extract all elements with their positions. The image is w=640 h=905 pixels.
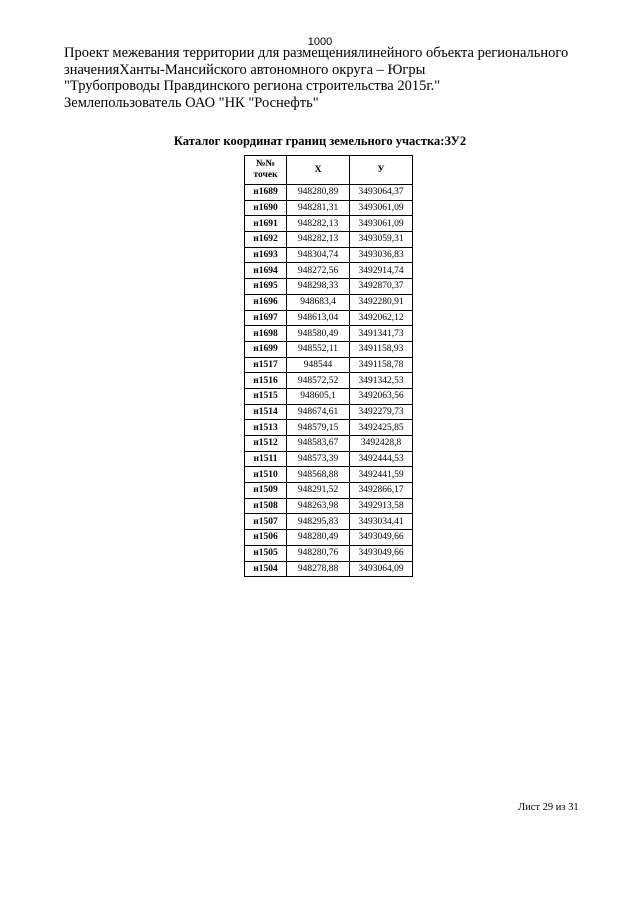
point-id-cell: н1695 (245, 279, 287, 295)
point-id-cell: н1699 (245, 341, 287, 357)
y-coordinate-cell: 3491341,73 (350, 326, 413, 342)
y-coordinate-cell: 3493061,09 (350, 216, 413, 232)
page-number: 1000 (307, 36, 333, 48)
table-row (245, 514, 413, 530)
x-coordinate-cell: 948280,49 (287, 530, 350, 546)
y-coordinate-cell: 3493064,09 (350, 561, 413, 577)
x-coordinate-cell: 948281,31 (287, 200, 350, 216)
table-row (245, 404, 413, 420)
point-id-cell: н1698 (245, 326, 287, 342)
y-coordinate-cell: 3493049,66 (350, 530, 413, 546)
x-coordinate-cell: 948544 (287, 357, 350, 373)
header-line-project: Проект межевания территории для размещениялинейного объекта регионального (64, 45, 569, 61)
point-id-cell: н1694 (245, 263, 287, 279)
x-coordinate-cell: 948278,88 (287, 561, 350, 577)
y-coordinate-cell: 3492063,56 (350, 388, 413, 404)
x-coordinate-cell: 948572,52 (287, 373, 350, 389)
x-coordinate-cell: 948580,49 (287, 326, 350, 342)
x-coordinate-cell: 948282,13 (287, 216, 350, 232)
x-coordinate-cell: 948605,1 (287, 388, 350, 404)
y-coordinate-cell: 3493034,41 (350, 514, 413, 530)
table-row (245, 326, 413, 342)
table-row (245, 357, 413, 373)
x-coordinate-cell: 948568,88 (287, 467, 350, 483)
point-id-cell: н1509 (245, 483, 287, 499)
y-coordinate-cell: 3492280,91 (350, 294, 413, 310)
point-id-cell: н1508 (245, 498, 287, 514)
point-id-cell: н1696 (245, 294, 287, 310)
y-coordinate-cell: 3493036,83 (350, 247, 413, 263)
table-row (245, 373, 413, 389)
table-row (245, 483, 413, 499)
x-coordinate-cell: 948272,56 (287, 263, 350, 279)
catalog-title: Каталог координат границ земельного участка:ЗУ2 (173, 134, 467, 148)
y-coordinate-cell: 3492428,8 (350, 436, 413, 452)
x-coordinate-cell: 948579,15 (287, 420, 350, 436)
x-coordinate-cell: 948583,67 (287, 436, 350, 452)
table-row (245, 498, 413, 514)
point-id-cell: н1513 (245, 420, 287, 436)
y-coordinate-cell: 3493059,31 (350, 232, 413, 248)
y-coordinate-cell: 3492913,58 (350, 498, 413, 514)
y-coordinate-cell: 3493061,09 (350, 200, 413, 216)
point-id-cell: н1514 (245, 404, 287, 420)
table-row (245, 247, 413, 263)
y-coordinate-cell: 3491342,53 (350, 373, 413, 389)
table-row (245, 545, 413, 561)
point-id-cell: н1697 (245, 310, 287, 326)
point-id-cell: н1517 (245, 357, 287, 373)
point-id-cell: н1505 (245, 545, 287, 561)
table-row (245, 420, 413, 436)
x-coordinate-cell: 948674,61 (287, 404, 350, 420)
x-coordinate-cell: 948282,13 (287, 232, 350, 248)
table-row (245, 530, 413, 546)
point-id-cell: н1691 (245, 216, 287, 232)
column-header-points: №№ точек (245, 156, 287, 185)
table-row (245, 263, 413, 279)
point-id-cell: н1516 (245, 373, 287, 389)
table-row (245, 341, 413, 357)
point-id-cell: н1515 (245, 388, 287, 404)
table-row (245, 310, 413, 326)
x-coordinate-cell: 948304,74 (287, 247, 350, 263)
table-row (245, 561, 413, 577)
coordinates-table (244, 155, 413, 577)
y-coordinate-cell: 3491158,93 (350, 341, 413, 357)
y-coordinate-cell: 3492866,17 (350, 483, 413, 499)
point-id-cell: н1504 (245, 561, 287, 577)
point-id-cell: н1506 (245, 530, 287, 546)
header-line-region: значенияХанты-Мансийского автономного округа – Югры (64, 61, 426, 78)
y-coordinate-cell: 3492870,37 (350, 279, 413, 295)
document-header (64, 45, 624, 111)
x-coordinate-cell: 948280,89 (287, 185, 350, 201)
x-coordinate-cell: 948683,4 (287, 294, 350, 310)
column-header-y: У (350, 156, 413, 185)
point-id-cell: н1511 (245, 451, 287, 467)
table-row (245, 279, 413, 295)
point-id-cell: н1690 (245, 200, 287, 216)
x-coordinate-cell: 948291,52 (287, 483, 350, 499)
x-coordinate-cell: 948295,83 (287, 514, 350, 530)
column-header-x: X (287, 156, 350, 185)
y-coordinate-cell: 3492441,59 (350, 467, 413, 483)
table-row (245, 216, 413, 232)
table-row (245, 467, 413, 483)
y-coordinate-cell: 3492279,73 (350, 404, 413, 420)
point-id-cell: н1512 (245, 436, 287, 452)
x-coordinate-cell: 948573,39 (287, 451, 350, 467)
y-coordinate-cell: 3492425,85 (350, 420, 413, 436)
x-coordinate-cell: 948298,33 (287, 279, 350, 295)
y-coordinate-cell: 3491158,78 (350, 357, 413, 373)
y-coordinate-cell: 3492914,74 (350, 263, 413, 279)
table-row (245, 388, 413, 404)
header-line-pipelines: "Трубопроводы Правдинского региона строительства 2015г." (64, 78, 441, 94)
sheet-total: из 31 (555, 802, 579, 813)
table-row (245, 294, 413, 310)
sheet-label: Лист 29 (518, 802, 554, 813)
header-line-land-user: Землепользователь ОАО "НК "Роснефть" (64, 94, 319, 111)
y-coordinate-cell: 3492062,12 (350, 310, 413, 326)
y-coordinate-cell: 3493049,66 (350, 545, 413, 561)
table-row (245, 451, 413, 467)
point-id-cell: н1510 (245, 467, 287, 483)
y-coordinate-cell: 3493064,37 (350, 185, 413, 201)
table-row (245, 232, 413, 248)
x-coordinate-cell: 948613,04 (287, 310, 350, 326)
x-coordinate-cell: 948263,98 (287, 498, 350, 514)
point-id-cell: н1693 (245, 247, 287, 263)
table-row (245, 436, 413, 452)
table-header-row (245, 156, 413, 185)
point-id-cell: н1692 (245, 232, 287, 248)
y-coordinate-cell: 3492444,53 (350, 451, 413, 467)
table-row (245, 185, 413, 201)
table-body (245, 185, 413, 577)
point-id-cell: н1507 (245, 514, 287, 530)
point-id-cell: н1689 (245, 185, 287, 201)
x-coordinate-cell: 948280,76 (287, 545, 350, 561)
table-row (245, 200, 413, 216)
sheet-counter (518, 802, 579, 813)
x-coordinate-cell: 948552,11 (287, 341, 350, 357)
